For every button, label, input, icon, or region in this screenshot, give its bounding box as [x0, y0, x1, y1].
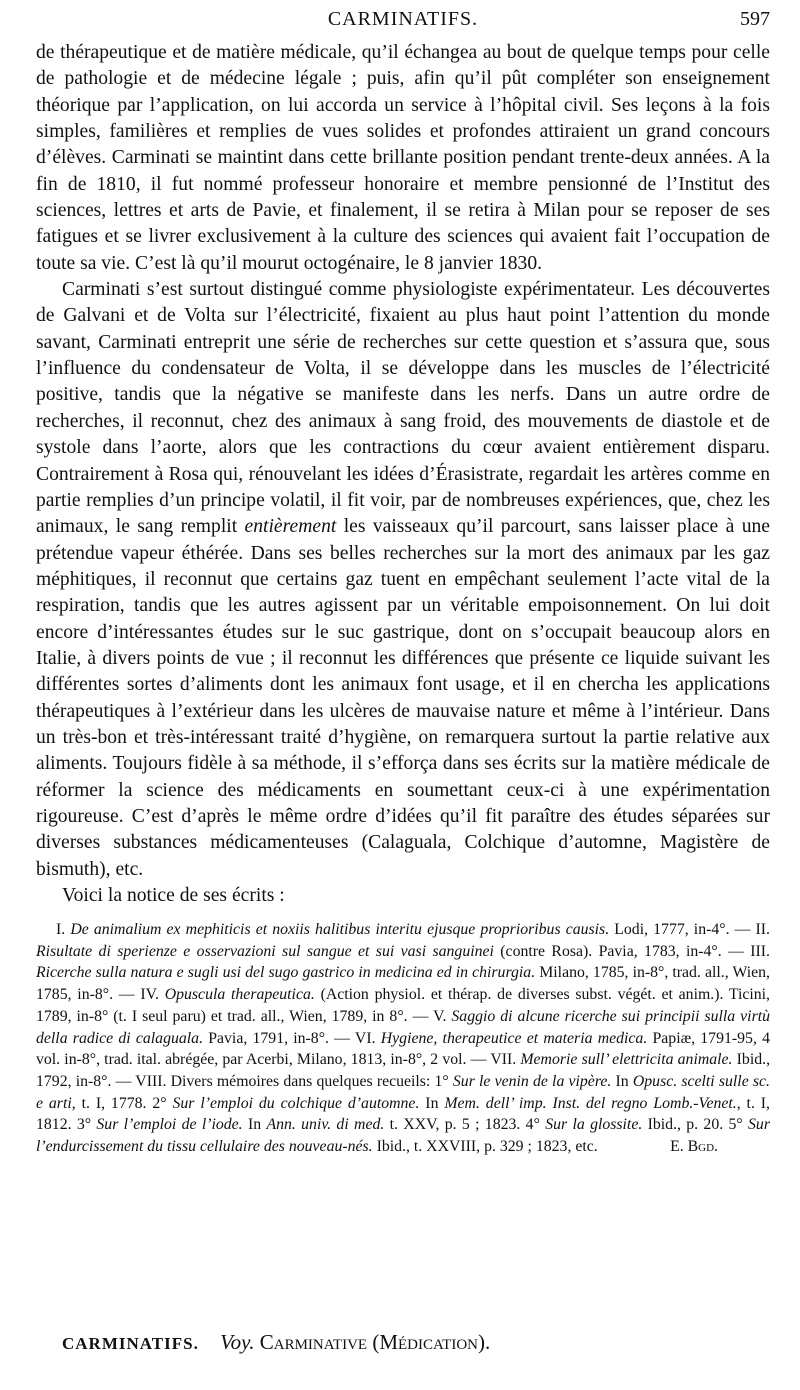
- biblio-text: Pavia, 1791, in-8°. — VI.: [203, 1029, 381, 1047]
- paragraph-research-part-a: Carminati s’est surtout distingué comme physiologiste expérimentateur. Les découvertes de Galvani et de Volta sur l’électricité, fixaient au plus haut point l’attention du monde savant, Carminati entreprit une série de recherches sur cette question et s’assura que, sous l’influence du condensateur de Volta, il se développe dans les muscles de l’électricité positive, tandis que la négative se manifeste dans les nerfs. Dans un autre ordre de recherches, il reconnut, chez des animaux à sang froid, des mouvements de diastole et de systole dans l’aorte, alors que les contractions du cœur avaient entièrement disparu. Contrairement à Rosa qui, rénouvelant les idées d’Érasistrate, regardait les artères comme en partie remplies d’un principe volatil, il fit voir, par de nombreuses expériences, que, chez les animaux, le sang remplit: [36, 279, 770, 538]
- biblio-title: Sur l’emploi du colchique d’automne.: [172, 1094, 420, 1112]
- biblio-text: Ibid., 1792, in-8°. — VIII. Divers mémoires dans quelques recueils: 1°: [36, 1051, 771, 1090]
- biblio-text: In: [419, 1094, 445, 1112]
- bibliography: [36, 919, 770, 1158]
- biblio-text: Lodi, 1777, in-4°. — II.: [609, 921, 770, 938]
- biblio-title: Saggio di alcune ricerche sui principii sulla virtù della radice di calaguala.: [36, 1007, 771, 1047]
- biblio-text: (contre Rosa). Pavia, 1783, in-4°. — III.: [493, 942, 770, 960]
- page-number: 597: [740, 8, 770, 30]
- biblio-text: t. XXV, p. 5 ; 1823. 4°: [384, 1116, 546, 1134]
- biblio-title: Sur le venin de la vipère.: [452, 1072, 612, 1090]
- biblio-title: Sur l’emploi de l’iode.: [96, 1116, 243, 1134]
- biblio-text: Ibid., p. 20. 5°: [642, 1116, 749, 1134]
- dictionary-page: [36, 0, 770, 1158]
- biblio-title: Hygiene, therapeutice et materia medica.: [380, 1029, 648, 1047]
- author-signature: E. Bgd.: [670, 1138, 718, 1156]
- paragraph-research-part-b: les vaisseaux qu’il parcourt, sans laisser place à une prétendue vapeur éthérée. Dans ses belles recherches sur la mort des animaux par les gaz méphitiques, il reconnut que certains gaz tuent en empêchant seulement l’acte vital de la respiration, tandis que les autres agissent par un véritable empoisonnement. On lui doit encore d’intéressantes études sur le suc gastrique, dont on s’occupait beaucoup alors en Italie, à divers points de vue ; il reconnut les différences que présente ce liquide suivant les différentes sortes d’aliments dont les animaux font usage, et il en chercha les applications thérapeutiques à l’extérieur dans les ulcères de mauvaise nature et même à l’intérieur. Dans un très-bon et très-intéressant traité d’hygiène, on remarquera surtout la partie relative aux aliments. Toujours fidèle à sa méthode, il s’efforça dans ses écrits sur la matière médicale de réformer la science des médicaments en soumettant ceux-ci à une expérimentation rigoureuse. C’est d’après le même ordre d’idées qu’il fit paraître des études séparées sur diverses substances médicamenteuses (Calaguala, Colchique d’automne, Magistère de bismuth), etc.: [36, 516, 770, 880]
- biblio-text: I.: [56, 921, 71, 938]
- biblio-title: Opuscula therapeutica.: [164, 986, 315, 1004]
- biblio-title: Risultate di sperienze e osservazioni sul sangue et sui vasi sanguinei: [36, 942, 494, 960]
- cross-reference-entry: [62, 1330, 490, 1355]
- biblio-text: t. I, 1812. 3°: [36, 1094, 771, 1134]
- biblio-text: t. I, 1778. 2°: [75, 1094, 173, 1112]
- biblio-title: Sur la glossite.: [545, 1116, 643, 1134]
- biblio-text: In: [242, 1116, 267, 1134]
- biblio-title: Ricerche sulla natura e sugli usi del sugo gastrico in medicina ed in chirurgia.: [36, 964, 536, 982]
- page-header: [36, 0, 770, 40]
- emphasis-entierement: entièrement: [244, 516, 337, 538]
- voy-label: Voy.: [220, 1330, 255, 1354]
- paragraph-research: [36, 277, 770, 883]
- biblio-text: Papiæ, 1791-95, 4 vol. in-8°, trad. ital. abrégée, par Acerbi, Milano, 1813, in-8°, 2 vol. — VII.: [36, 1029, 771, 1069]
- entry-headword: CARMINATIFS.: [62, 1334, 199, 1353]
- article-body: [36, 40, 770, 883]
- biblio-title: Ann. univ. di med.: [266, 1116, 385, 1134]
- writings-intro: Voici la notice de ses écrits :: [62, 885, 285, 906]
- biblio-title: De animalium ex mephiticis et noxiis halitibus interitu ejusque proprioribus causis.: [70, 921, 610, 938]
- biblio-title: Sur l’endurcissement du tissu cellulaire des nouveau-nés.: [36, 1116, 770, 1156]
- biblio-text: Ibid., t. XXVIII, p. 329 ; 1823, etc.: [372, 1138, 598, 1156]
- biblio-text: In: [611, 1072, 633, 1090]
- biblio-title: Mem. dell’ imp. Inst. del regno Lomb.-Venet.,: [444, 1094, 741, 1112]
- biblio-text: (Action physiol. et thérap. de diverses subst. végét. et anim.). Ticini, 1789, in-8° (t. I seul paru) et trad. all., Wien, 1789, in 8°. — V.: [36, 986, 770, 1025]
- biblio-text: Milano, 1785, in-8°, trad. all., Wien, 1785, in-8°. — IV.: [36, 964, 770, 1004]
- biblio-title: Opusc. scelti sulle sc. e arti,: [36, 1072, 770, 1112]
- biblio-title: Memorie sull’ elettricita animale.: [520, 1051, 733, 1069]
- cross-reference-target: Carminative (Médication).: [259, 1330, 491, 1354]
- paragraph-career: de thérapeutique et de matière médicale, qu’il échangea au bout de quelque temps pour celle de pathologie et de médecine légale ; puis, afin qu’il pût compléter son enseignement théorique par l’application, on lui accorda un service à l’hôpital civil. Ses leçons à la fois simples, familières et remplies de vues solides et profondes attiraient un grand concours d’élèves. Carminati se maintint dans cette brillante position pendant trente-deux années. A la fin de 1810, il fut nommé professeur honoraire et membre pensionné de l’Institut des sciences, lettres et arts de Pavie, et finalement, il se retira à Milan pour se reposer de ses fatigues et se livrer exclusivement à la culture des sciences qui avaient fait l’occupation de toute sa vie. C’est là qu’il mourut octogénaire, le 8 janvier 1830.: [36, 42, 770, 274]
- running-title: CARMINATIFS.: [327, 8, 479, 30]
